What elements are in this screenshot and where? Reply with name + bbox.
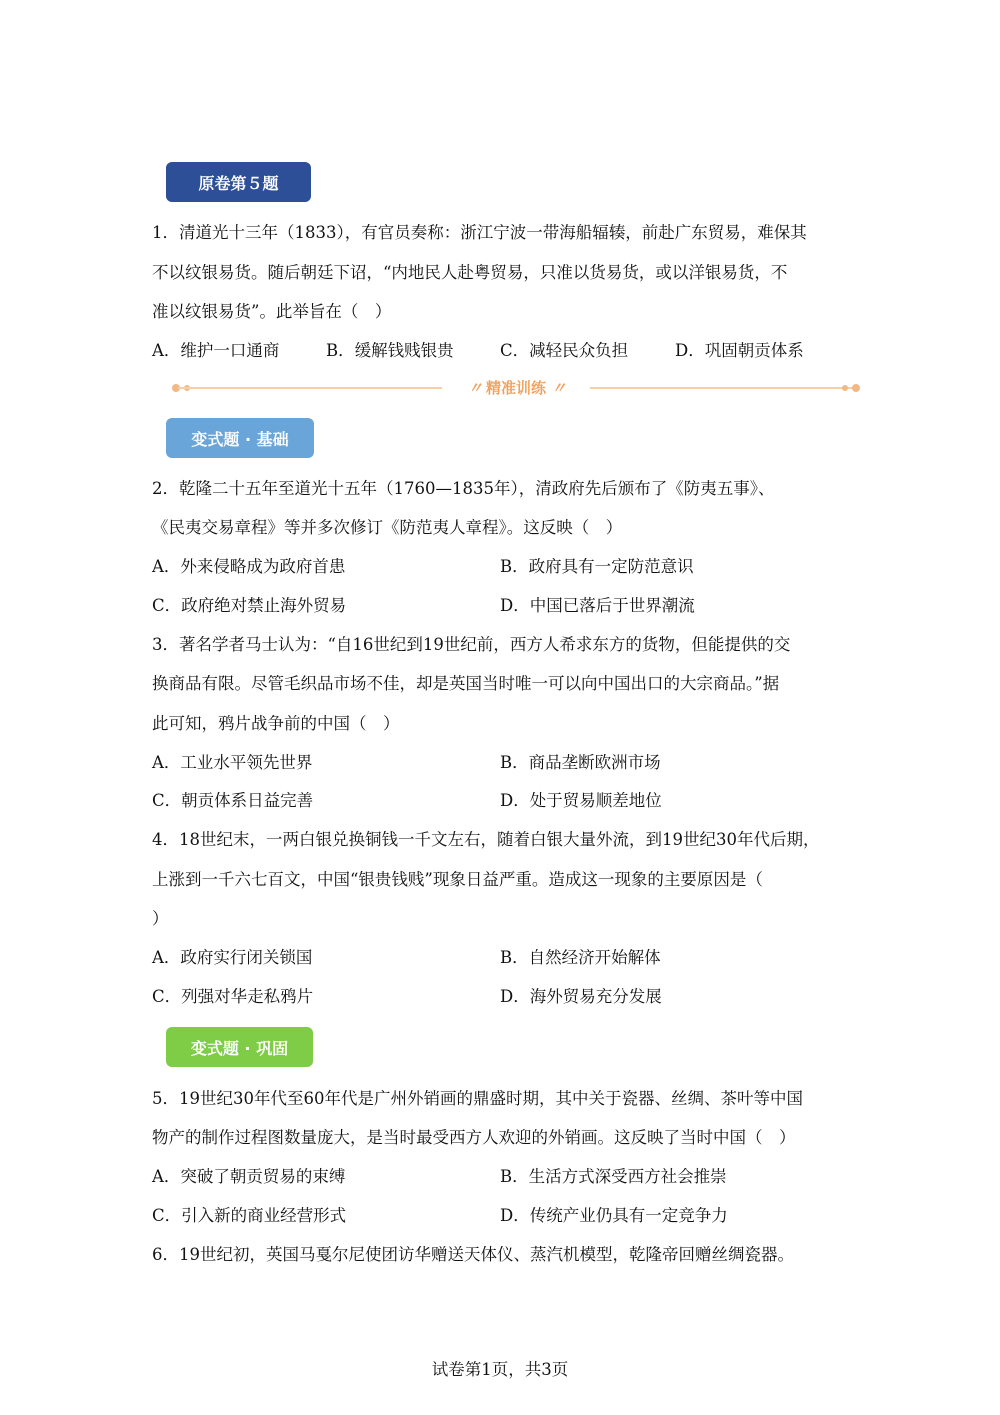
q3-option-a: A．工业水平领先世界 [152,753,313,772]
q4-line-2: 上涨到一千六七百文，中国“银贵钱贱”现象日益严重。造成这一现象的主要原因是（ [152,870,763,889]
divider-dot-right [852,384,860,392]
q4-line-3: ） [152,909,169,928]
variant-consolidate-badge: 变式题 · 巩固 [166,1027,313,1067]
q3-line-2: 换商品有限。尽管毛织品市场不佳，却是英国当时唯一可以向中国出口的大宗商品。”据 [152,674,780,693]
q3-option-c: C．朝贡体系日益完善 [152,791,314,810]
q2-option-c: C．政府绝对禁止海外贸易 [152,596,347,615]
q1-option-c: C．减轻民众负担 [500,341,629,360]
q2-option-b: B．政府具有一定防范意识 [500,557,694,576]
q3-option-b: B．商品垄断欧洲市场 [500,753,661,772]
section-divider [172,378,860,398]
divider-title-text: 精准训练 [485,379,546,397]
divider-mark-right: 〃 [551,379,565,397]
q4-option-a: A．政府实行闭关锁国 [152,948,313,967]
q5-line-1: 5．19世纪30年代至60年代是广州外销画的鼎盛时期，其中关于瓷器、丝绸、茶叶等中国 [152,1089,803,1108]
q5-option-a: A．突破了朝贡贸易的束缚 [152,1167,346,1186]
q2-option-d: D．中国已落后于世界潮流 [500,596,695,615]
q1-line-2: 不以纹银易货。随后朝廷下诏，“内地民人赴粤贸易，只准以货易货，或以洋银易货，不 [152,263,788,282]
q4-option-c: C．列强对华走私鸦片 [152,987,314,1006]
q3-line-3: 此可知，鸦片战争前的中国（ ） [152,714,400,733]
q5-option-c: C．引入新的商业经营形式 [152,1206,347,1225]
q1-option-d: D．巩固朝贡体系 [675,341,804,360]
q3-option-d: D．处于贸易顺差地位 [500,791,662,810]
q5-line-2: 物产的制作过程图数量庞大，是当时最受西方人欢迎的外销画。这反映了当时中国（ ） [152,1128,796,1147]
q4-line-1: 4．18世纪末，一两白银兑换铜钱一千文左右，随着白银大量外流，到19世纪30年代后期， [152,830,820,849]
q4-option-b: B．自然经济开始解体 [500,948,661,967]
variant-basic-badge: 变式题 · 基础 [166,418,314,458]
q2-option-a: A．外来侵略成为政府首患 [152,557,346,576]
q1-line-1: 1．清道光十三年（1833），有官员奏称：浙江宁波一带海船辐辏，前赴广东贸易，难保其 [152,223,807,242]
q6-line-1: 6．19世纪初，英国马戛尔尼使团访华赠送天体仪、蒸汽机模型，乾隆帝回赠丝绸瓷器。 [152,1245,794,1264]
q3-line-1: 3．著名学者马士认为：“自16世纪到19世纪前，西方人希求东方的货物，但能提供的交 [152,635,791,654]
q5-option-b: B．生活方式深受西方社会推崇 [500,1167,727,1186]
divider-mark-left: 〃 [467,379,481,397]
divider-line-right [590,387,854,389]
page-footer: 试卷第1页，共3页 [431,1360,569,1379]
q4-option-d: D．海外贸易充分发展 [500,987,662,1006]
divider-dot-right-small [842,385,848,391]
q2-line-2: 《民夷交易章程》等并多次修订《防范夷人章程》。这反映（ ） [152,518,623,537]
q1-line-3: 准以纹银易货”。此举旨在（ ） [152,302,392,321]
q1-option-b: B．缓解钱贱银贵 [326,341,454,360]
original-question-badge: 原卷第５题 [166,162,311,202]
q1-option-a: A．维护一口通商 [152,341,280,360]
q2-line-1: 2．乾隆二十五年至道光十五年（1760—1835年），清政府先后颁布了《防夷五事》、 [152,479,775,498]
q5-option-d: D．传统产业仍具有一定竞争力 [500,1206,728,1225]
